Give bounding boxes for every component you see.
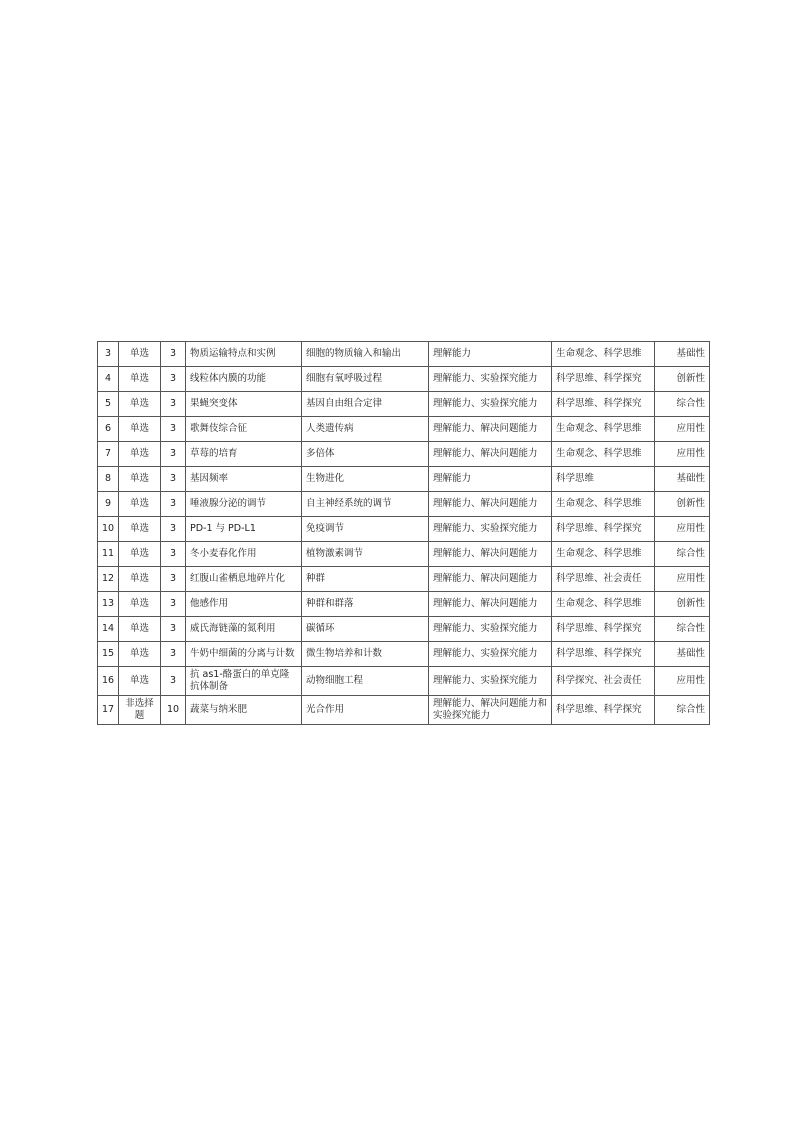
- question-type-cell: 单选: [119, 417, 161, 442]
- question-number-cell: 10: [98, 517, 119, 542]
- knowledge-point-cell: 细胞有氧呼吸过程: [302, 367, 429, 392]
- question-number-cell: 14: [98, 617, 119, 642]
- topic-cell: 威氏海链藻的氮利用: [186, 617, 302, 642]
- knowledge-point-cell: 碳循环: [302, 617, 429, 642]
- score-cell: 3: [161, 517, 186, 542]
- attribute-cell: 应用性: [655, 417, 710, 442]
- core-literacy-cell: 生命观念、科学思维: [552, 342, 655, 367]
- score-cell: 3: [161, 642, 186, 667]
- attribute-cell: 应用性: [655, 517, 710, 542]
- ability-cell: 理解能力、实验探究能力: [429, 367, 552, 392]
- table-row: [98, 567, 710, 592]
- table-body: [98, 342, 710, 725]
- ability-cell: 理解能力、解决问题能力: [429, 567, 552, 592]
- table-row: [98, 667, 710, 696]
- question-type-cell: 单选: [119, 367, 161, 392]
- ability-cell: 理解能力、解决问题能力和实验探究能力: [429, 696, 552, 725]
- question-number-cell: 17: [98, 696, 119, 725]
- score-cell: 3: [161, 542, 186, 567]
- question-type-cell: 单选: [119, 542, 161, 567]
- question-type-cell: 单选: [119, 567, 161, 592]
- knowledge-point-cell: 微生物培养和计数: [302, 642, 429, 667]
- question-type-cell: 单选: [119, 517, 161, 542]
- ability-cell: 理解能力、实验探究能力: [429, 642, 552, 667]
- score-cell: 3: [161, 567, 186, 592]
- knowledge-point-cell: 自主神经系统的调节: [302, 492, 429, 517]
- attribute-cell: 基础性: [655, 342, 710, 367]
- topic-cell: 草莓的培育: [186, 442, 302, 467]
- knowledge-point-cell: 生物进化: [302, 467, 429, 492]
- ability-cell: 理解能力、解决问题能力: [429, 417, 552, 442]
- knowledge-point-cell: 种群和群落: [302, 592, 429, 617]
- exam-spec-table: [97, 341, 710, 725]
- score-cell: 3: [161, 442, 186, 467]
- core-literacy-cell: 科学思维、科学探究: [552, 517, 655, 542]
- ability-cell: 理解能力、解决问题能力: [429, 542, 552, 567]
- core-literacy-cell: 科学思维、社会责任: [552, 567, 655, 592]
- topic-cell: PD-1 与 PD-L1: [186, 517, 302, 542]
- question-type-cell: 单选: [119, 342, 161, 367]
- attribute-cell: 综合性: [655, 392, 710, 417]
- topic-cell: 物质运输特点和实例: [186, 342, 302, 367]
- ability-cell: 理解能力、解决问题能力: [429, 492, 552, 517]
- question-number-cell: 13: [98, 592, 119, 617]
- table-row: [98, 442, 710, 467]
- topic-cell: 果蝇突变体: [186, 392, 302, 417]
- attribute-cell: 综合性: [655, 542, 710, 567]
- table-row: [98, 617, 710, 642]
- core-literacy-cell: 科学思维、科学探究: [552, 367, 655, 392]
- question-type-cell: 单选: [119, 617, 161, 642]
- knowledge-point-cell: 免疫调节: [302, 517, 429, 542]
- score-cell: 3: [161, 492, 186, 517]
- table-row: [98, 417, 710, 442]
- ability-cell: 理解能力: [429, 467, 552, 492]
- score-cell: 3: [161, 392, 186, 417]
- question-number-cell: 16: [98, 667, 119, 696]
- ability-cell: 理解能力、实验探究能力: [429, 517, 552, 542]
- table-row: [98, 467, 710, 492]
- core-literacy-cell: 科学探究、社会责任: [552, 667, 655, 696]
- ability-cell: 理解能力、实验探究能力: [429, 667, 552, 696]
- topic-cell: 基因频率: [186, 467, 302, 492]
- core-literacy-cell: 生命观念、科学思维: [552, 442, 655, 467]
- attribute-cell: 应用性: [655, 442, 710, 467]
- question-type-cell: 单选: [119, 642, 161, 667]
- topic-cell: 红腹山雀栖息地碎片化: [186, 567, 302, 592]
- score-cell: 3: [161, 617, 186, 642]
- ability-cell: 理解能力、实验探究能力: [429, 392, 552, 417]
- attribute-cell: 创新性: [655, 592, 710, 617]
- core-literacy-cell: 科学思维、科学探究: [552, 642, 655, 667]
- knowledge-point-cell: 植物激素调节: [302, 542, 429, 567]
- table-row: [98, 696, 710, 725]
- score-cell: 3: [161, 367, 186, 392]
- knowledge-point-cell: 细胞的物质输入和输出: [302, 342, 429, 367]
- table-row: [98, 592, 710, 617]
- ability-cell: 理解能力、实验探究能力: [429, 617, 552, 642]
- question-type-cell: 非选择题: [119, 696, 161, 725]
- ability-cell: 理解能力: [429, 342, 552, 367]
- table-row: [98, 517, 710, 542]
- attribute-cell: 创新性: [655, 367, 710, 392]
- core-literacy-cell: 生命观念、科学思维: [552, 417, 655, 442]
- question-type-cell: 单选: [119, 667, 161, 696]
- table-row: [98, 392, 710, 417]
- knowledge-point-cell: 人类遗传病: [302, 417, 429, 442]
- question-number-cell: 12: [98, 567, 119, 592]
- ability-cell: 理解能力、解决问题能力: [429, 442, 552, 467]
- question-type-cell: 单选: [119, 592, 161, 617]
- question-number-cell: 9: [98, 492, 119, 517]
- question-number-cell: 11: [98, 542, 119, 567]
- core-literacy-cell: 科学思维: [552, 467, 655, 492]
- topic-cell: 牛奶中细菌的分离与计数: [186, 642, 302, 667]
- topic-cell: 冬小麦春化作用: [186, 542, 302, 567]
- core-literacy-cell: 生命观念、科学思维: [552, 542, 655, 567]
- attribute-cell: 应用性: [655, 667, 710, 696]
- ability-cell: 理解能力、解决问题能力: [429, 592, 552, 617]
- score-cell: 3: [161, 667, 186, 696]
- table-row: [98, 642, 710, 667]
- question-type-cell: 单选: [119, 492, 161, 517]
- question-number-cell: 7: [98, 442, 119, 467]
- topic-cell: 线粒体内膜的功能: [186, 367, 302, 392]
- core-literacy-cell: 生命观念、科学思维: [552, 492, 655, 517]
- attribute-cell: 创新性: [655, 492, 710, 517]
- attribute-cell: 应用性: [655, 567, 710, 592]
- knowledge-point-cell: 种群: [302, 567, 429, 592]
- question-number-cell: 4: [98, 367, 119, 392]
- question-number-cell: 15: [98, 642, 119, 667]
- question-type-cell: 单选: [119, 467, 161, 492]
- core-literacy-cell: 科学思维、科学探究: [552, 392, 655, 417]
- knowledge-point-cell: 基因自由组合定律: [302, 392, 429, 417]
- knowledge-point-cell: 动物细胞工程: [302, 667, 429, 696]
- topic-cell: 他感作用: [186, 592, 302, 617]
- topic-cell: 抗 as1-酪蛋白的单克隆抗体制备: [186, 667, 302, 696]
- question-number-cell: 3: [98, 342, 119, 367]
- core-literacy-cell: 生命观念、科学思维: [552, 592, 655, 617]
- score-cell: 3: [161, 467, 186, 492]
- table-row: [98, 492, 710, 517]
- topic-cell: 蔬菜与纳米肥: [186, 696, 302, 725]
- score-cell: 3: [161, 592, 186, 617]
- topic-cell: 唾液腺分泌的调节: [186, 492, 302, 517]
- knowledge-point-cell: 光合作用: [302, 696, 429, 725]
- question-number-cell: 6: [98, 417, 119, 442]
- score-cell: 3: [161, 417, 186, 442]
- core-literacy-cell: 科学思维、科学探究: [552, 696, 655, 725]
- attribute-cell: 综合性: [655, 696, 710, 725]
- core-literacy-cell: 科学思维、科学探究: [552, 617, 655, 642]
- attribute-cell: 基础性: [655, 642, 710, 667]
- attribute-cell: 基础性: [655, 467, 710, 492]
- topic-cell: 歌舞伎综合征: [186, 417, 302, 442]
- score-cell: 3: [161, 342, 186, 367]
- table-row: [98, 542, 710, 567]
- knowledge-point-cell: 多倍体: [302, 442, 429, 467]
- table-row: [98, 342, 710, 367]
- question-type-cell: 单选: [119, 392, 161, 417]
- table-row: [98, 367, 710, 392]
- question-type-cell: 单选: [119, 442, 161, 467]
- score-cell: 10: [161, 696, 186, 725]
- question-number-cell: 8: [98, 467, 119, 492]
- attribute-cell: 综合性: [655, 617, 710, 642]
- question-number-cell: 5: [98, 392, 119, 417]
